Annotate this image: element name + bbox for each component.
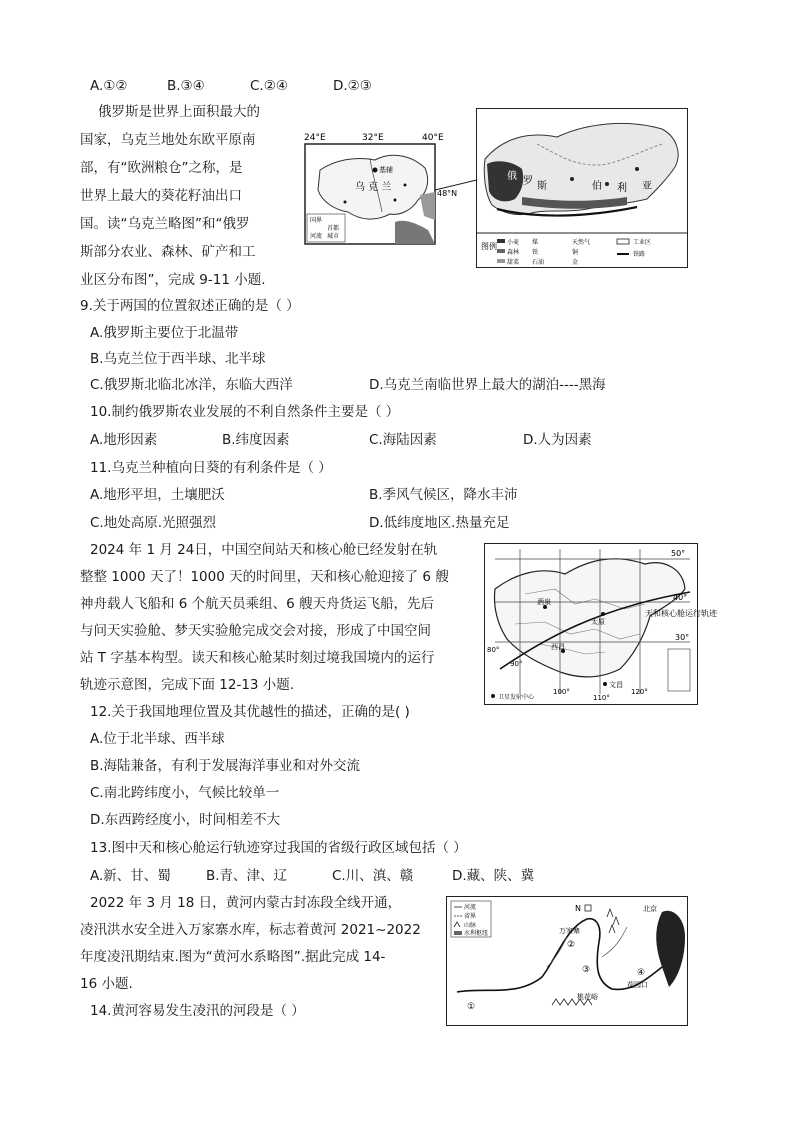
agriculture-west [487, 161, 523, 201]
passage-line: 世界上最大的葵花籽油出口 [80, 188, 242, 204]
passage-line: 业区分布图”，完成 9-11 小题. [80, 272, 266, 288]
legend-item: 煤 [532, 239, 539, 246]
passage-line: 国家，乌克兰地处东欧平原南 [80, 132, 256, 148]
country-label: 乌 克 兰 [355, 182, 392, 193]
map-label: 罗 [523, 176, 533, 187]
section-marker: ④ [637, 968, 646, 978]
legend-item: 铜 [572, 249, 579, 256]
q11-option-b: B.季风气候区，降水丰沛 [369, 487, 518, 503]
q10-option-a: A.地形因素 [90, 432, 158, 448]
legend-item: 石油 [532, 259, 545, 266]
legend-title: 图例 [481, 242, 497, 251]
place-label: 太原 [591, 618, 605, 626]
legend-item: 国界 [310, 217, 323, 224]
china-map-figure [485, 544, 717, 704]
bohai-sea [656, 911, 685, 987]
south-sea-inset [668, 649, 690, 691]
lat-label: 50° [671, 549, 686, 558]
lon-label: 110° [593, 694, 610, 702]
q9-option-b: B.乌克兰位于西半球、北半球 [90, 351, 266, 367]
china-orbit-map [484, 543, 717, 705]
q10-option-b: B.纬度因素 [222, 432, 290, 448]
legend-item: 省界 [464, 913, 477, 920]
lon-label: 80° [487, 646, 500, 654]
city-label: 基辅 [379, 166, 393, 174]
passage-line: 神舟载人飞船和 6 个航天员乘组、6 艘天舟货运飞船，先后 [80, 596, 435, 612]
passage-line: 16 小题. [80, 976, 133, 992]
q8-option-a: A.①② [90, 78, 128, 94]
q9-option-c: C.俄罗斯北临北冰洋，东临大西洋 [90, 377, 293, 393]
question-11: 11.乌克兰种植向日葵的有利条件是（ ） [90, 460, 332, 476]
legend-item: 金 [572, 259, 579, 266]
north-arrow: N [575, 904, 581, 913]
legend-item: 河流 [310, 233, 323, 240]
place-label: 花园口 [627, 981, 648, 989]
q11-option-a: A.地形平坦，土壤肥沃 [90, 487, 225, 503]
legend-item: 首都 [327, 225, 340, 232]
legend-item: 卫星发射中心 [498, 694, 535, 701]
q9-option-d: D.乌克兰南临世界上最大的湖泊----黑海 [369, 377, 606, 393]
yellow-river-figure [447, 897, 687, 1025]
q13-option-c: C.川、滇、赣 [332, 868, 414, 884]
passage-line: 凌汛洪水安全进入万家寨水库，标志着黄河 2021~2022 [80, 922, 421, 938]
passage-line: 2024 年 1 月 24日，中国空间站天和核心舱已经发射在轨 [90, 542, 438, 558]
lon-label: 32°E [362, 133, 384, 143]
legend-item: 甜菜 [507, 259, 520, 266]
q13-option-d: D.藏、陕、冀 [452, 868, 535, 884]
question-9: 9.关于两国的位置叙述正确的是（ ） [80, 298, 300, 314]
q10-option-c: C.海陆因素 [369, 432, 437, 448]
place-label: 桃花峪 [577, 993, 598, 1001]
passage-line: 国。读“乌克兰略图”和“俄罗 [80, 216, 250, 232]
q8-option-c: C.②④ [250, 78, 288, 94]
passage-line: 整整 1000 天了！1000 天的时间里，天和核心舱迎接了 6 艘 [80, 569, 449, 585]
legend-item: 工业区 [633, 239, 652, 246]
passage-line: 年度凌汛期结束.图为“黄河水系略图”.据此完成 14- [80, 949, 386, 965]
map-label: 俄 [507, 171, 517, 182]
q8-option-d: D.②③ [333, 78, 372, 94]
place-label: 西昌 [551, 643, 565, 651]
q10-option-d: D.人为因素 [523, 432, 592, 448]
legend-item: 铁 [532, 249, 539, 256]
passage-line: 与问天实验舱、梦天实验舱完成交会对接，形成了中国空间 [80, 623, 431, 639]
section-marker: ① [467, 1002, 476, 1012]
place-label: 万家寨 [559, 927, 580, 935]
question-14: 14.黄河容易发生凌汛的河段是（ ） [90, 1003, 305, 1019]
place-label: 酒泉 [537, 598, 551, 606]
passage-line: 轨迹示意图，完成下面 12-13 小题. [80, 677, 295, 693]
question-13: 13.图中天和核心舱运行轨迹穿过我国的省级行政区域包括（ ） [90, 840, 467, 856]
legend-item: 城市 [327, 233, 340, 240]
map-label: 伯 [592, 181, 602, 192]
legend-item: 山脉 [464, 922, 477, 929]
russia-map-figure [477, 109, 687, 267]
russia-map [476, 108, 688, 268]
question-12: 12.关于我国地理位置及其优越性的描述，正确的是( ) [90, 704, 410, 720]
map-label: 利 [617, 183, 627, 194]
legend-item: 铁路 [633, 251, 646, 258]
q12-option-c: C.南北跨纬度小，气候比较单一 [90, 785, 280, 801]
passage-line: 俄罗斯是世界上面积最大的 [98, 104, 260, 120]
passage-line: 2022 年 3 月 18 日，黄河内蒙古封冻段全线开通， [90, 895, 402, 911]
q13-option-a: A.新、甘、蜀 [90, 868, 171, 884]
passage-line: 站 T 字基本构型。读天和核心舱某时刻过境我国境内的运行 [80, 650, 435, 666]
q8-option-b: B.③④ [167, 78, 205, 94]
lon-label: 24°E [304, 133, 326, 143]
q13-option-b: B.青、津、辽 [206, 868, 288, 884]
track-label: 天和核心舱运行轨迹 [645, 609, 717, 618]
place-label: 北京 [643, 905, 657, 913]
section-marker: ② [567, 940, 576, 950]
lon-label: 40°E [422, 133, 444, 143]
q9-option-a: A.俄罗斯主要位于北温带 [90, 325, 239, 341]
yellow-river-map [446, 896, 688, 1026]
lat-label: 48°N [437, 189, 458, 198]
legend-item: 小麦 [507, 239, 520, 246]
lat-label: 30° [675, 633, 690, 642]
passage-line: 斯部分农业、森林、矿产和工 [80, 244, 256, 260]
q12-option-d: D.东西跨经度小，时间相差不大 [90, 812, 281, 828]
legend-item: 天然气 [572, 239, 591, 246]
capital-kyiv [373, 168, 378, 173]
ukraine-map-figure [300, 130, 460, 250]
lon-label: 90° [510, 660, 523, 668]
map-label: 亚 [642, 181, 652, 192]
legend-item: 森林 [507, 249, 520, 256]
passage-line: 部，有“欧洲粮仓”之称，是 [80, 160, 243, 176]
q12-option-b: B.海陆兼备，有利于发展海洋事业和对外交流 [90, 758, 361, 774]
ukraine-map [300, 130, 460, 250]
section-marker: ③ [582, 965, 591, 975]
lon-label: 120° [631, 688, 648, 696]
lon-label: 100° [553, 688, 570, 696]
q11-option-c: C.地处高原.光照强烈 [90, 515, 217, 531]
q12-option-a: A.位于北半球、西半球 [90, 731, 225, 747]
map-label: 斯 [537, 181, 547, 192]
place-label: 文昌 [609, 681, 623, 689]
q11-option-d: D.低纬度地区.热量充足 [369, 515, 510, 531]
question-10: 10.制约俄罗斯农业发展的不利自然条件主要是（ ） [90, 404, 400, 420]
legend-item: 水利枢纽 [464, 930, 489, 937]
legend-item: 河流 [464, 904, 477, 911]
lat-label: 40° [673, 593, 688, 602]
